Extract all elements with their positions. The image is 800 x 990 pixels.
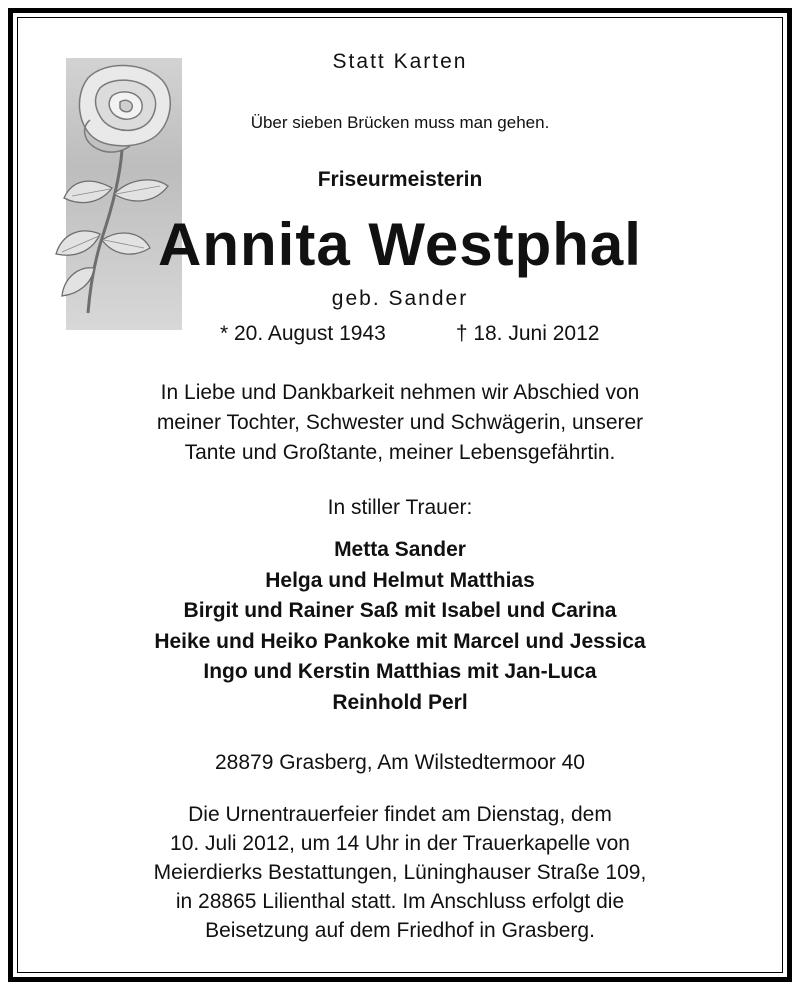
ceremony-line: 10. Juli 2012, um 14 Uhr in der Trauerkapelle von <box>170 832 630 855</box>
ceremony-line: Die Urnentrauerfeier findet am Dienstag, dem <box>188 803 612 826</box>
tribute-line: Tante und Großtante, meiner Lebensgefährtin. <box>184 441 616 464</box>
ceremony-line: in 28865 Lilienthal statt. Im Anschluss erfolgt die <box>175 890 625 913</box>
mourner-entry: Metta Sander <box>334 538 466 561</box>
death-date: † 18. Juni 2012 <box>455 322 600 345</box>
tribute-line: meiner Tochter, Schwester und Schwägerin, unserer <box>156 411 644 434</box>
family-address: 28879 Grasberg, Am Wilstedtermoor 40 <box>214 751 585 774</box>
motto-line: Über sieben Brücken muss man gehen. <box>250 113 550 132</box>
tribute-line: In Liebe und Dankbarkeit nehmen wir Abschied von <box>160 381 640 404</box>
mourner-entry: Reinhold Perl <box>332 690 468 714</box>
mourning-heading: In stiller Trauer: <box>327 496 473 519</box>
mourner-entry: Birgit und Rainer Saß mit Isabel und Carina <box>183 599 617 622</box>
tribute-text <box>40 378 760 468</box>
header-statt-karten: Statt Karten <box>332 50 468 73</box>
mourner-entry: Helga und Helmut Matthias <box>265 568 535 592</box>
ceremony-details <box>40 800 760 945</box>
birth-date: * 20. August 1943 <box>220 322 386 345</box>
life-dates <box>220 322 599 346</box>
deceased-name: Annita Westphal <box>158 211 642 278</box>
deceased-profession: Friseurmeisterin <box>317 168 483 191</box>
ceremony-line: Beisetzung auf dem Friedhof in Grasberg. <box>205 919 595 942</box>
mourner-entry: Heike und Heiko Pankoke mit Marcel und Jessica <box>154 629 646 653</box>
birth-name: geb. Sander <box>331 287 469 310</box>
mourners-list <box>40 535 760 718</box>
ceremony-line: Meierdierks Bestattungen, Lüninghauser Straße 109, <box>153 861 647 884</box>
mourner-entry: Ingo und Kerstin Matthias mit Jan-Luca <box>203 660 597 683</box>
